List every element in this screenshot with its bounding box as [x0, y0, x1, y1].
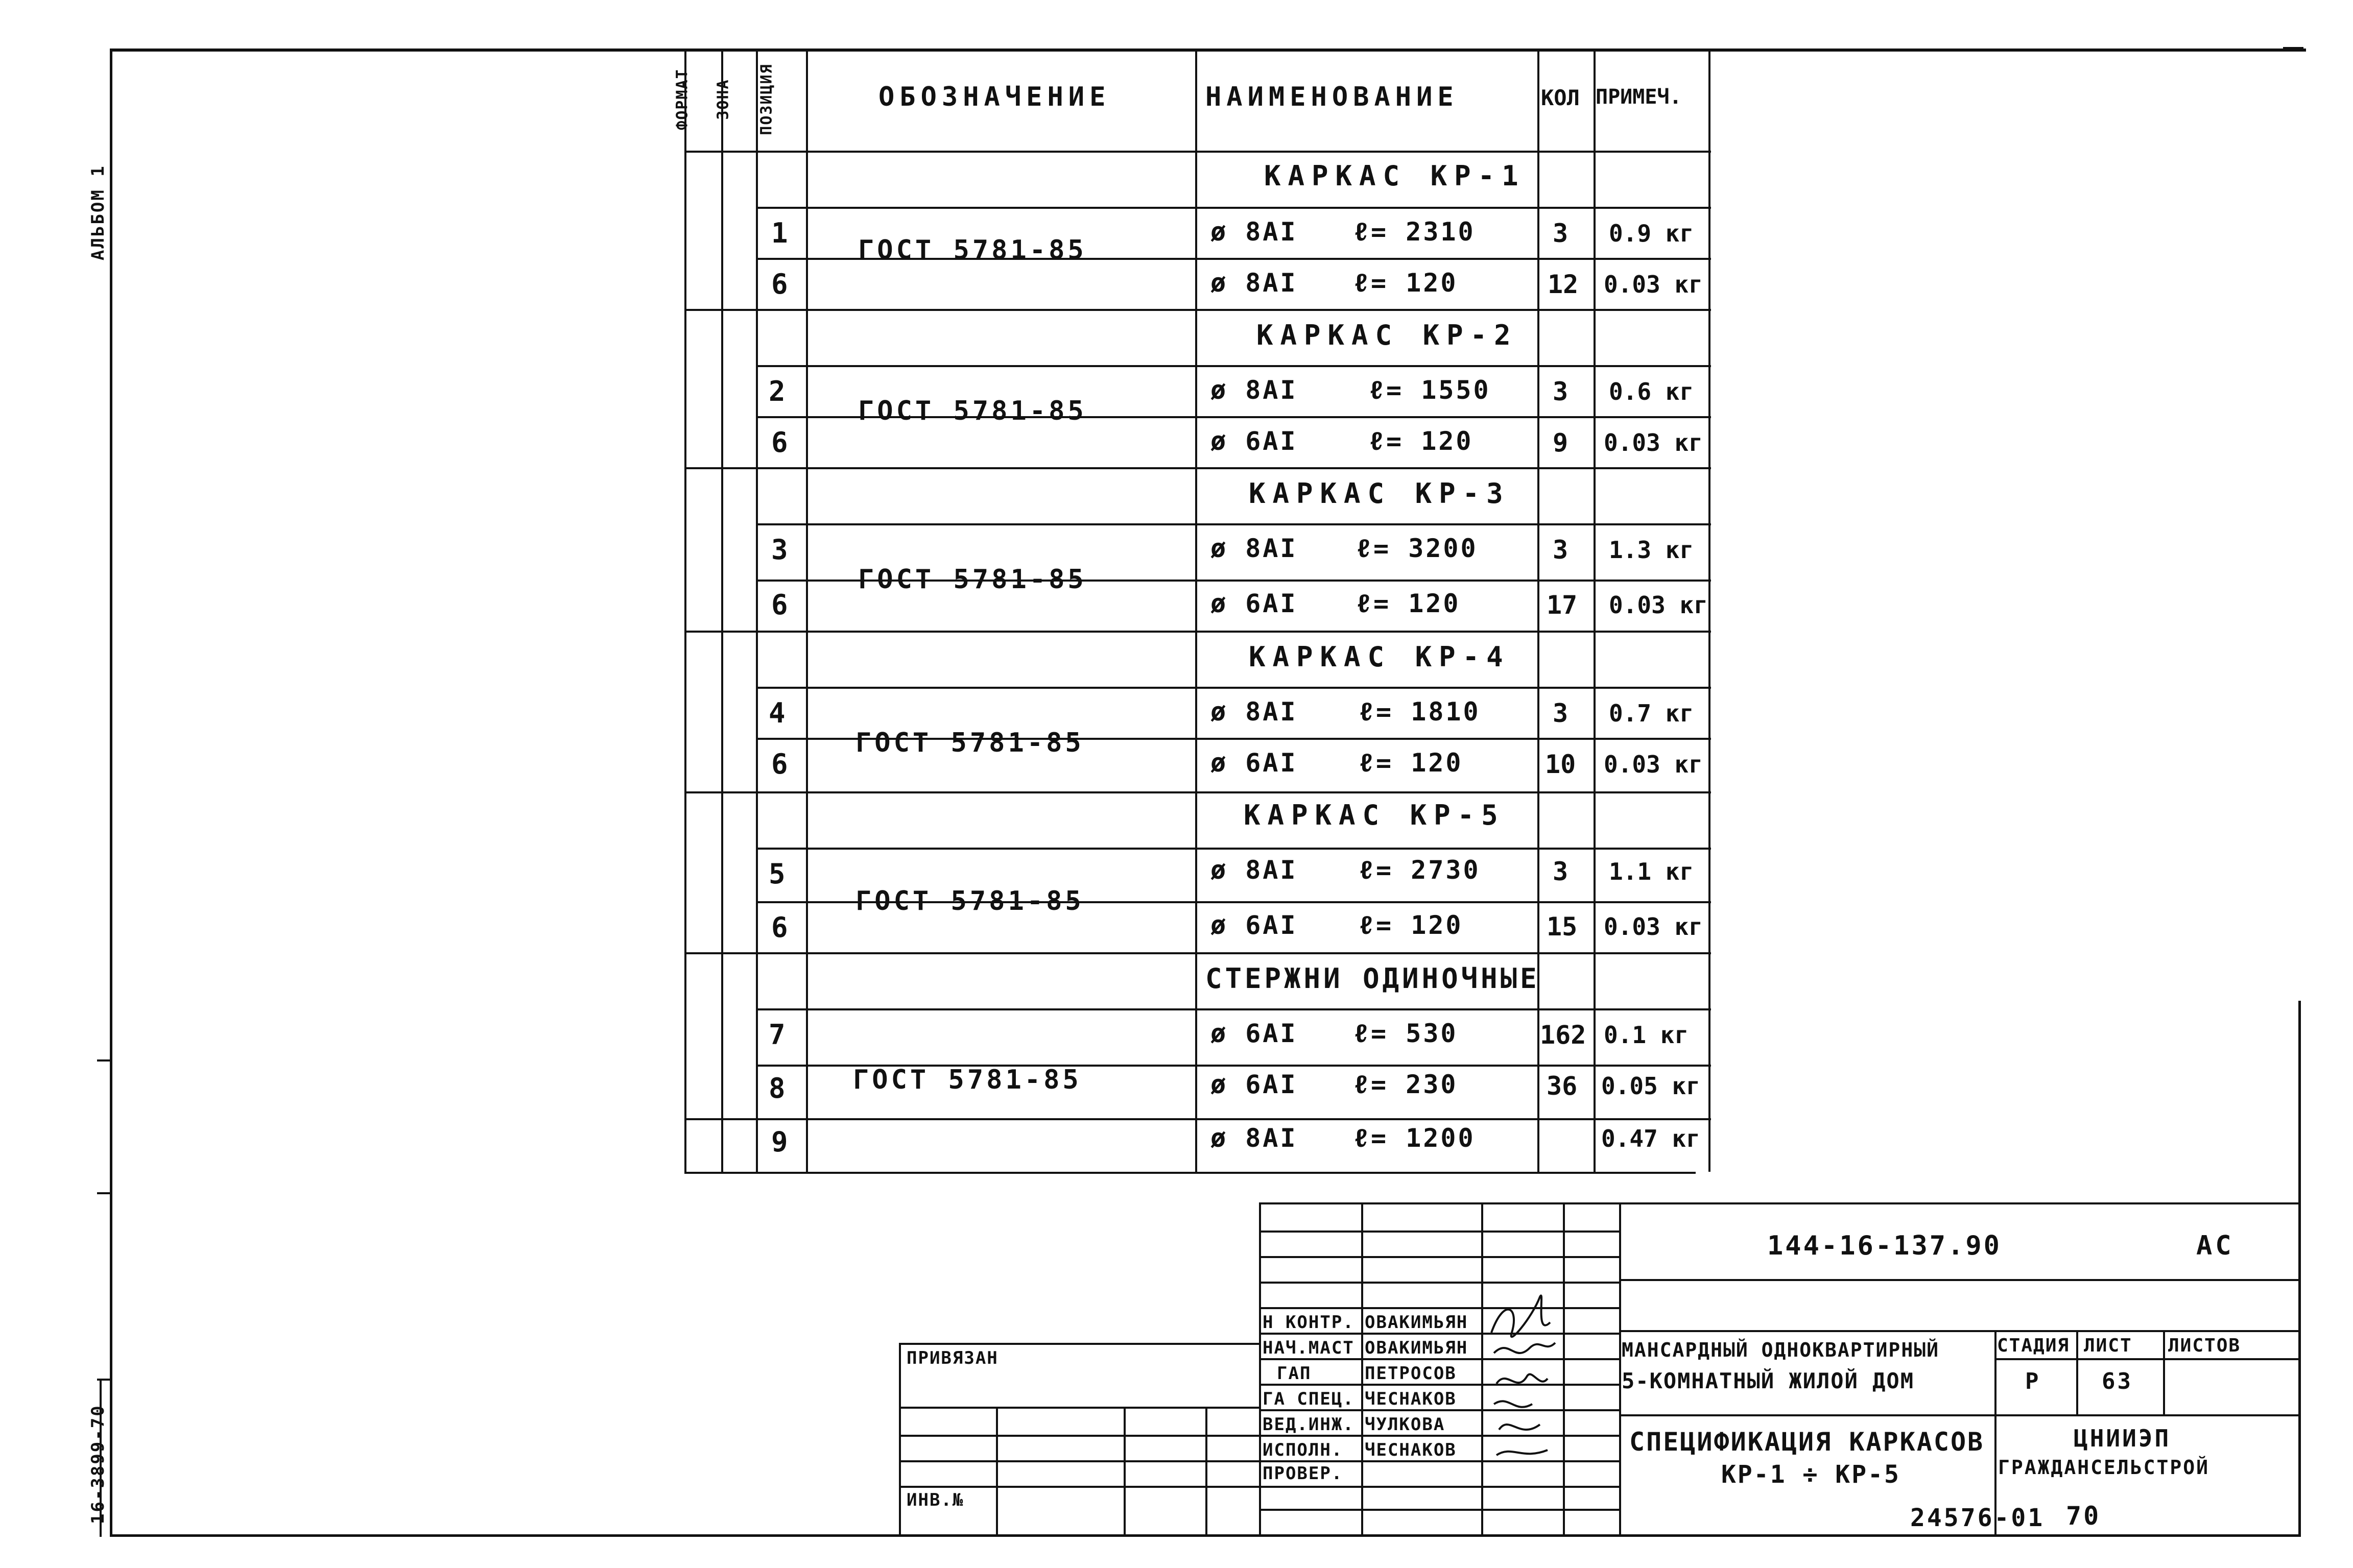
- row-note: 1.3 кг: [1609, 536, 1694, 564]
- row-length: ℓ= 3200: [1356, 534, 1478, 563]
- inventory-label: ИНВ.№: [907, 1490, 964, 1510]
- row-position: 5: [769, 858, 786, 890]
- grid-line: [899, 1460, 1259, 1462]
- grid-line: [1481, 1202, 1483, 1534]
- grid-line: [1259, 1282, 1619, 1284]
- row-note: 0.03 кг: [1609, 591, 1708, 619]
- row-qty: 3: [1553, 219, 1568, 248]
- role-label: ГА СПЕЦ.: [1263, 1389, 1354, 1409]
- person-name: ЧУЛКОВА: [1365, 1414, 1445, 1435]
- row-length: ℓ= 120: [1359, 748, 1463, 778]
- object-title-line1: МАНСАРДНЫЙ ОДНОКВАРТИРНЫЙ: [1622, 1339, 1939, 1361]
- row-note: 0.6 кг: [1609, 378, 1694, 405]
- header-name: НАИМЕНОВАНИЕ: [1205, 82, 1459, 112]
- grid-line: [1259, 1307, 1619, 1309]
- grid-line: [1619, 1202, 1621, 1534]
- row-note: 0.03 кг: [1604, 429, 1703, 456]
- grid-line: [996, 1407, 998, 1534]
- gost-label: ГОСТ 5781-85: [858, 235, 1087, 266]
- grid-line: [1259, 1333, 1619, 1335]
- header-note: ПРИМЕЧ.: [1596, 85, 1682, 109]
- grid-line: [1259, 1509, 1619, 1511]
- grid-line: [1259, 1231, 1619, 1233]
- row-note: 0.47 кг: [1601, 1125, 1700, 1152]
- grid-line: [1259, 1358, 1619, 1360]
- grid-line: [2163, 1330, 2165, 1414]
- grid-line: [899, 1343, 901, 1534]
- row-qty: 17: [1547, 590, 1578, 620]
- gost-label: ГОСТ 5781-85: [853, 1065, 1082, 1095]
- object-title-line2: 5-КОМНАТНЫЙ ЖИЛОЙ ДОМ: [1622, 1368, 1915, 1393]
- row-position: 6: [771, 748, 788, 780]
- archive-code: 24576-01: [1910, 1504, 2045, 1532]
- row-length: ℓ= 230: [1353, 1070, 1458, 1099]
- grid-line: [1205, 1407, 1207, 1534]
- grid-line: [899, 1435, 1259, 1437]
- section-title: КАРКАС КР-1: [1264, 160, 1526, 192]
- row-length: ℓ= 1550: [1369, 375, 1491, 405]
- grid-line: [1563, 1202, 1565, 1534]
- signature-scribble: [1484, 1276, 1560, 1470]
- sheet-label: ЛИСТ: [2084, 1335, 2132, 1356]
- row-position: 6: [771, 426, 788, 459]
- header-qty: КОЛ: [1541, 85, 1580, 110]
- row-diameter: ø 8АI: [1210, 534, 1298, 563]
- organization-line2: ГРАЖДАНСЕЛЬСТРОЙ: [1998, 1456, 2210, 1479]
- row-position: 1: [771, 217, 788, 249]
- role-label: ИСПОЛН.: [1263, 1440, 1343, 1460]
- row-diameter: ø 6АI: [1210, 910, 1298, 940]
- row-length: ℓ= 120: [1359, 910, 1463, 940]
- linked-label: ПРИВЯЗАН: [907, 1348, 999, 1368]
- row-position: 4: [769, 697, 786, 729]
- grid-line: [2076, 1330, 2078, 1414]
- role-label: НАЧ.МАСТ: [1263, 1338, 1354, 1358]
- grid-line: [1619, 1330, 2301, 1332]
- stage-label: СТАДИЯ: [1997, 1335, 2070, 1356]
- person-name: ЧЕСНАКОВ: [1365, 1389, 1457, 1409]
- stage-value: Р: [2025, 1368, 2041, 1394]
- row-note: 0.9 кг: [1609, 220, 1694, 247]
- section-title: КАРКАС КР-5: [1244, 799, 1505, 831]
- document-mark: АС: [2196, 1231, 2235, 1261]
- row-qty: 12: [1548, 270, 1579, 299]
- row-note: 1.1 кг: [1609, 858, 1694, 885]
- row-position: 3: [771, 534, 788, 566]
- row-qty: 162: [1540, 1020, 1586, 1050]
- row-position: 6: [771, 911, 788, 944]
- row-diameter: ø 6АI: [1210, 1070, 1298, 1099]
- row-diameter: ø 8АI: [1210, 375, 1298, 405]
- row-position: 2: [769, 375, 786, 407]
- sheet-value: 63: [2102, 1368, 2133, 1394]
- row-diameter: ø 6АI: [1210, 748, 1298, 778]
- section-title: КАРКАС КР-4: [1249, 641, 1510, 673]
- section-title: СТЕРЖНИ ОДИНОЧНЫЕ: [1205, 962, 1540, 995]
- drawing-title-line2: КР-1 ÷ КР-5: [1721, 1460, 1900, 1489]
- grid-line: [1619, 1279, 2301, 1281]
- gost-label: ГОСТ 5781-85: [855, 728, 1084, 758]
- row-position: 6: [771, 268, 788, 300]
- album-code: 16-3899-70: [88, 1404, 108, 1524]
- row-qty: 9: [1553, 428, 1568, 457]
- grid-line: [1994, 1358, 2301, 1360]
- row-position: 8: [769, 1072, 786, 1104]
- grid-line: [1259, 1202, 1261, 1534]
- archive-number: 70: [2066, 1501, 2101, 1531]
- row-qty: 3: [1553, 377, 1568, 406]
- grid-line: [899, 1343, 1259, 1345]
- row-position: 7: [769, 1019, 786, 1051]
- row-note: 0.03 кг: [1604, 913, 1703, 940]
- row-qty: 3: [1553, 535, 1568, 565]
- role-label: ПРОВЕР.: [1263, 1463, 1343, 1484]
- row-length: ℓ= 2730: [1359, 855, 1481, 885]
- grid-line: [1361, 1202, 1363, 1534]
- row-length: ℓ= 120: [1356, 589, 1461, 618]
- row-diameter: ø 8АI: [1210, 217, 1298, 247]
- role-label: Н КОНТР.: [1263, 1312, 1354, 1333]
- row-note: 0.05 кг: [1601, 1072, 1700, 1100]
- section-title: КАРКАС КР-3: [1249, 477, 1510, 510]
- row-diameter: ø 8АI: [1210, 268, 1298, 298]
- section-title: КАРКАС КР-2: [1256, 319, 1518, 351]
- row-note: 0.1 кг: [1604, 1021, 1689, 1049]
- organization-line1: ЦНИИЭП: [2074, 1425, 2171, 1452]
- row-qty: 15: [1547, 912, 1578, 942]
- row-diameter: ø 6АI: [1210, 589, 1298, 618]
- row-diameter: ø 8АI: [1210, 697, 1298, 727]
- row-diameter: ø 6АI: [1210, 1019, 1298, 1048]
- person-name: ПЕТРОСОВ: [1365, 1363, 1457, 1384]
- row-note: 0.7 кг: [1609, 699, 1694, 727]
- grid-line: [1259, 1486, 1619, 1488]
- grid-line: [1259, 1409, 1619, 1411]
- row-qty: 3: [1553, 857, 1568, 886]
- role-label: ВЕД.ИНЖ.: [1263, 1414, 1354, 1435]
- row-length: ℓ= 530: [1353, 1019, 1458, 1048]
- row-position: 9: [771, 1126, 788, 1158]
- row-length: ℓ= 1200: [1353, 1123, 1476, 1153]
- row-note: 0.03 кг: [1604, 751, 1703, 778]
- grid-line: [899, 1486, 1259, 1488]
- role-label: ГАП: [1277, 1363, 1312, 1384]
- grid-line: [1259, 1256, 1619, 1258]
- row-diameter: ø 8АI: [1210, 1123, 1298, 1153]
- grid-line: [1259, 1384, 1619, 1386]
- row-qty: 3: [1553, 698, 1568, 728]
- row-qty: 36: [1547, 1071, 1578, 1101]
- person-name: ОВАКИМЬЯН: [1365, 1312, 1468, 1333]
- row-diameter: ø 6АI: [1210, 426, 1298, 456]
- document-code: 144-16-137.90: [1767, 1231, 2002, 1261]
- header-designation: ОБОЗНАЧЕНИЕ: [878, 82, 1111, 112]
- person-name: ЧЕСНАКОВ: [1365, 1440, 1457, 1460]
- row-note: 0.03 кг: [1604, 271, 1703, 298]
- row-length: ℓ= 2310: [1353, 217, 1476, 247]
- gost-label: ГОСТ 5781-85: [858, 396, 1087, 426]
- grid-line: [899, 1407, 1259, 1409]
- grid-line: [1619, 1414, 2301, 1416]
- drawing-title-line1: СПЕЦИФИКАЦИЯ КАРКАСОВ: [1629, 1427, 1985, 1457]
- grid-line: [1124, 1407, 1126, 1534]
- row-length: ℓ= 120: [1369, 426, 1473, 456]
- row-length: ℓ= 1810: [1359, 697, 1481, 727]
- grid-line: [1259, 1202, 2301, 1204]
- person-name: ОВАКИМЬЯН: [1365, 1338, 1468, 1358]
- specification-table: ФОРМАТ ЗОНА ПОЗИЦИЯ ОБОЗНАЧЕНИЕ НАИМЕНОВАНИЕ КОЛ ПРИМЕЧ. КАРКАС КР-1 ГОСТ 5781-85 1 ø 8АI ℓ= 2310 3 0.9 кг 6 ø 8АI ℓ= 120 12 0.03 кг КАРКАС КР-2 ГОСТ 5781-85 2 ø 8АI ℓ= 1550 3 0.6 кг 6 ø 6АI ℓ= 120 9 0.03 кг КАРКАС КР-3 ГОСТ 5781-85 3 ø 8АI ℓ= 3200 3 1.3 кг 6 ø 6АI ℓ= 120 17 0.03 кг КАРКАС КР-4 ГОСТ 5781-85 4 ø 8АI ℓ= 1810 3 0.7 кг 6 ø 6АI ℓ= 120 10 0.03 кг КАРКАС КР-5 ГОСТ 5781-85 5 ø 8АI ℓ= 2730 3 1.1 кг 6 ø 6АI ℓ= 120 15 0.03 кг СТЕРЖНИ ОДИНОЧНЫЕ ГОСТ 5781-85 7 ø 6АI ℓ= 530 162 0.1 кг 8 ø 6АI ℓ= 230 36 0.05 кг 9 ø 8АI ℓ= 1200 0.47 кг: [684, 49, 1711, 1177]
- row-diameter: ø 8АI: [1210, 855, 1298, 885]
- sheets-label: ЛИСТОВ: [2168, 1335, 2241, 1356]
- grid-line: [1259, 1460, 1619, 1462]
- row-length: ℓ= 120: [1353, 268, 1458, 298]
- gost-label: ГОСТ 5781-85: [858, 564, 1087, 595]
- gost-label: ГОСТ 5781-85: [855, 886, 1084, 916]
- grid-line: [1259, 1435, 1619, 1437]
- row-qty: 10: [1545, 750, 1576, 779]
- album-label: АЛЬБОМ 1: [88, 164, 108, 260]
- row-position: 6: [771, 589, 788, 621]
